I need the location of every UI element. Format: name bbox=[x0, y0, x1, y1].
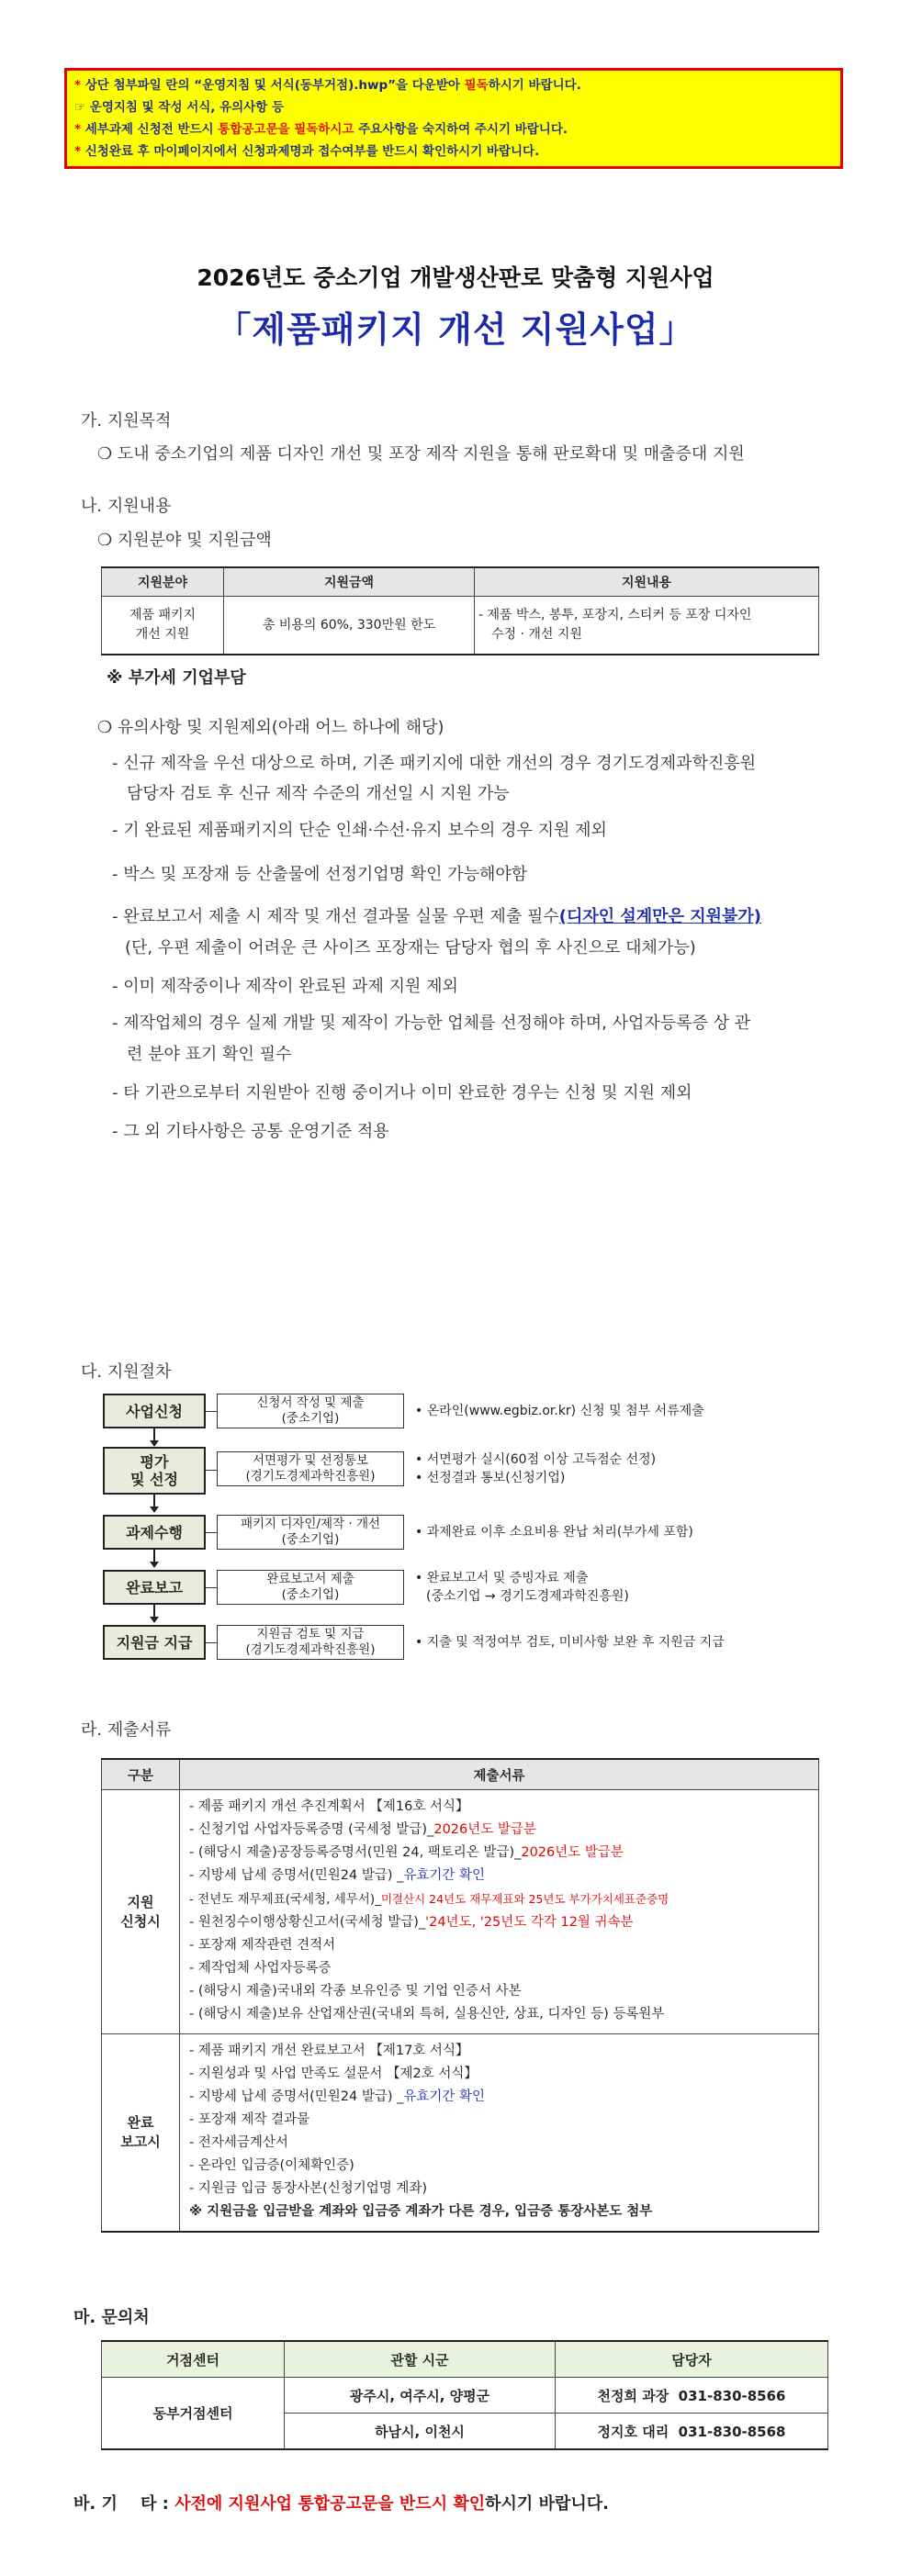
notice-box bbox=[64, 68, 843, 169]
table-header: 제출서류 bbox=[180, 1759, 819, 1790]
step-owner-line: (경기도경제과학진흥원) bbox=[245, 1469, 376, 1484]
list-item bbox=[189, 1911, 811, 1934]
person-cell bbox=[556, 2414, 828, 2450]
step-owner-line: 완료보고서 제출 bbox=[266, 1572, 354, 1586]
etc-text: 하시기 바랍니다. bbox=[485, 2494, 609, 2514]
content-subheading: ❍ 지원분야 및 지원금액 bbox=[97, 531, 272, 550]
list-item: - 제작업체 사업자등록증 bbox=[189, 1961, 332, 1976]
caution-item: - 제작업체의 경우 실제 개발 및 제작이 가능한 업체를 선정해야 하며, 사업자등록증 상 관 bbox=[112, 1014, 751, 1033]
arrow-down-icon bbox=[153, 1605, 155, 1618]
list-item: - 제품 패키지 개선 완료보고서 【제17호 서식】 bbox=[189, 2044, 469, 2058]
step-owner-line: (중소기업) bbox=[281, 1411, 340, 1426]
item-highlight: '24년도, '25년도 각각 12월 귀속분 bbox=[425, 1915, 634, 1930]
area-cell: 광주시, 여주시, 양평군 bbox=[285, 2378, 556, 2414]
notice-text: ☞ 운영지침 및 작성 서식, 유의사항 등 bbox=[74, 100, 285, 115]
item-highlight: 2026년도 발급분 bbox=[521, 1845, 624, 1860]
notice-text: 하시기 바랍니다. bbox=[488, 78, 581, 93]
step-owner-box bbox=[217, 1625, 404, 1660]
list-item bbox=[189, 1887, 811, 1911]
step-owner-line: (경기도경제과학진흥원) bbox=[245, 1642, 376, 1657]
step-owner-line: 지원금 검토 및 지급 bbox=[256, 1627, 365, 1641]
notice-line-4 bbox=[74, 140, 833, 162]
notice-text: 세부과제 신청전 반드시 bbox=[81, 122, 219, 137]
item-highlight: 유효기간 확인 bbox=[403, 2089, 486, 2104]
field-line: 제품 패키지 bbox=[129, 608, 197, 622]
list-item: - 지원금 입금 통장사본(신청기업명 계좌) bbox=[189, 2181, 428, 2196]
caution-item bbox=[112, 903, 761, 927]
table-cell bbox=[475, 597, 819, 655]
table-cell: 총 비용의 60%, 330만원 한도 bbox=[224, 597, 475, 655]
item-highlight: 2026년도 발급분 bbox=[433, 1822, 536, 1837]
caution-text: - 완료보고서 제출 시 제작 및 개선 결과물 실물 우편 제출 필수 bbox=[112, 907, 559, 926]
row-label-line: 지원 bbox=[127, 1893, 154, 1910]
caution-item: - 그 외 기타사항은 공통 운영기준 적용 bbox=[112, 1122, 389, 1141]
step-owner-line: (중소기업) bbox=[281, 1587, 340, 1602]
arrow-down-icon bbox=[153, 1428, 155, 1441]
step-report: 완료보고 bbox=[103, 1570, 206, 1605]
area-cell: 하남시, 이천시 bbox=[285, 2414, 556, 2450]
table-header: 지원분야 bbox=[102, 567, 224, 597]
section-heading-purpose: 가. 지원목적 bbox=[81, 411, 172, 431]
row-label-line: 보고시 bbox=[120, 2134, 161, 2150]
step-desc bbox=[415, 1450, 656, 1487]
arrow-down-icon bbox=[153, 1550, 155, 1562]
list-item bbox=[189, 1842, 811, 1865]
caution-item: - 신규 제작을 우선 대상으로 하며, 기존 패키지에 대한 개선의 경우 경기도경제과학진흥원 bbox=[112, 754, 757, 773]
documents-table bbox=[101, 1758, 819, 2233]
center-cell: 동부거점센터 bbox=[102, 2378, 285, 2450]
step-payment: 지원금 지급 bbox=[103, 1625, 206, 1660]
item-highlight: 유효기간 확인 bbox=[403, 1868, 486, 1883]
caution-heading: ❍ 유의사항 및 지원제외(아래 어느 하나에 해당) bbox=[97, 718, 444, 737]
item-text: - 원천징수이행상황신고서(국세청 발급)_ bbox=[189, 1915, 426, 1930]
phone-number: 031-830-8566 bbox=[678, 2387, 786, 2404]
step-owner-box bbox=[217, 1515, 404, 1550]
list-item: - 포장재 제작 결과물 bbox=[189, 2112, 310, 2127]
page-subtitle: 「제품패키지 개선 지원사업」 bbox=[216, 309, 695, 350]
list-item bbox=[189, 2086, 811, 2109]
list-item bbox=[189, 1865, 811, 1887]
list-item: - (해당시 제출)보유 산업재산권(국내외 특허, 실용신안, 상표, 디자인 등) 등록원부 bbox=[189, 2007, 665, 2022]
item-text: - (해당시 제출)공장등록증명서(민원 24, 팩토리온 발급)_ bbox=[189, 1845, 522, 1860]
notice-star: * bbox=[74, 122, 82, 137]
step-owner-box bbox=[217, 1451, 404, 1486]
step-desc bbox=[415, 1569, 629, 1606]
caution-item: - 이미 제작중이나 제작이 완료된 과제 지원 제외 bbox=[112, 977, 458, 996]
table-row bbox=[102, 2034, 819, 2233]
notice-star: * bbox=[74, 78, 82, 93]
desc-line: 수정 · 개선 지원 bbox=[491, 627, 582, 642]
connector bbox=[206, 1642, 217, 1643]
section-heading-procedure: 다. 지원절차 bbox=[81, 1362, 172, 1382]
step-sajeop: 사업신청 bbox=[103, 1394, 206, 1428]
person-name: 정지호 대리 bbox=[597, 2423, 669, 2440]
connector bbox=[206, 1532, 217, 1533]
notice-highlight: 필독 bbox=[464, 78, 489, 93]
etc-label: 바. 기 타 : bbox=[73, 2494, 175, 2514]
step-owner-box bbox=[217, 1394, 404, 1428]
table-header: 지원내용 bbox=[475, 567, 819, 597]
document-list bbox=[180, 1790, 819, 2034]
document-list bbox=[180, 2034, 819, 2233]
row-label-line: 완료 bbox=[127, 2114, 154, 2131]
step-desc-line: • 선정결과 통보(신청기업) bbox=[415, 1471, 566, 1485]
step-desc-line: • 서면평가 실시(60점 이상 고득점순 선정) bbox=[415, 1452, 657, 1467]
arrow-down-icon bbox=[153, 1495, 155, 1507]
item-text: - 신청기업 사업자등록증명 (국세청 발급)_ bbox=[189, 1822, 434, 1837]
caution-item: - 타 기관으로부터 지원받아 진행 중이거나 이미 완료한 경우는 신청 및 지원 제외 bbox=[112, 1083, 692, 1103]
caution-item: (단, 우편 제출이 어려운 큰 사이즈 포장재는 담당자 협의 후 사진으로 대체가능) bbox=[125, 938, 696, 958]
caution-highlight: (디자인 설계만은 지원불가) bbox=[558, 907, 762, 926]
field-line: 개선 지원 bbox=[135, 627, 190, 642]
section-heading-contact: 마. 문의처 bbox=[73, 2308, 150, 2327]
step-desc-line: • 완료보고서 및 증빙자료 제출 bbox=[415, 1571, 589, 1585]
item-text: - 지방세 납세 증명서(민원24 발급) _ bbox=[189, 2089, 404, 2104]
step-evaluation bbox=[103, 1447, 206, 1495]
table-cell bbox=[102, 597, 224, 655]
table-header: 거점센터 bbox=[102, 2341, 285, 2378]
notice-star: * bbox=[74, 144, 82, 159]
table-header: 담당자 bbox=[556, 2341, 828, 2378]
section-heading-content: 나. 지원내용 bbox=[81, 497, 172, 516]
item-text: - 지방세 납세 증명서(민원24 발급) _ bbox=[189, 1868, 404, 1883]
step-name-line: 평가 bbox=[140, 1453, 169, 1471]
person-name: 천정희 과장 bbox=[597, 2387, 669, 2404]
list-item: - 제품 패키지 개선 추진계획서 【제16호 서식】 bbox=[189, 1799, 469, 1814]
notice-line-2 bbox=[74, 96, 833, 118]
list-item: - 지원성과 및 사업 만족도 설문서 【제2호 서식】 bbox=[189, 2066, 478, 2081]
notice-highlight: 통합공고문을 필독하시고 bbox=[218, 122, 354, 137]
table-row bbox=[102, 597, 819, 655]
vat-note: ※ 부가세 기업부담 bbox=[107, 668, 246, 688]
caution-item: - 박스 및 포장재 등 산출물에 선정기업명 확인 가능해야함 bbox=[112, 865, 528, 884]
desc-line: - 제품 박스, 봉투, 포장지, 스티커 등 포장 디자인 bbox=[478, 608, 752, 622]
support-table bbox=[101, 566, 819, 655]
table-row bbox=[102, 1790, 819, 2034]
connector bbox=[206, 1587, 217, 1588]
step-owner-line: 서면평가 및 선정통보 bbox=[253, 1453, 368, 1468]
caution-item: - 기 완료된 제품패키지의 단순 인쇄·수선·유지 보수의 경우 지원 제외 bbox=[112, 821, 607, 840]
purpose-bullet: ❍ 도내 중소기업의 제품 디자인 개선 및 포장 제작 지원을 통해 판로확대 및 매출증대 지원 bbox=[97, 444, 745, 464]
person-cell bbox=[556, 2378, 828, 2414]
step-desc: • 지출 및 적정여부 검토, 미비사항 보완 후 지원금 지급 bbox=[415, 1635, 725, 1650]
step-owner-line: (중소기업) bbox=[281, 1532, 340, 1547]
section-heading-documents: 라. 제출서류 bbox=[81, 1720, 172, 1740]
table-header: 구분 bbox=[102, 1759, 180, 1790]
step-desc: • 온라인(www.egbiz.or.kr) 신청 및 첨부 서류제출 bbox=[415, 1404, 704, 1418]
step-owner-line: 신청서 작성 및 제출 bbox=[256, 1395, 365, 1410]
list-item: - 포장재 제작관련 견적서 bbox=[189, 1938, 336, 1953]
table-header: 관할 시군 bbox=[285, 2341, 556, 2378]
etc-highlight: 사전에 지원사업 통합공고문을 반드시 확인 bbox=[174, 2494, 486, 2514]
phone-number: 031-830-8568 bbox=[678, 2423, 786, 2440]
notice-line-1 bbox=[74, 74, 833, 96]
list-item: - 온라인 입금증(이체확인증) bbox=[189, 2158, 354, 2173]
caution-item: 련 분야 표기 확인 필수 bbox=[127, 1045, 292, 1064]
step-execution: 과제수행 bbox=[103, 1515, 206, 1550]
contact-table bbox=[101, 2340, 828, 2450]
list-item bbox=[189, 1819, 811, 1842]
connector bbox=[206, 1470, 217, 1471]
row-label-line: 신청시 bbox=[120, 1912, 161, 1930]
step-owner-box bbox=[217, 1570, 404, 1605]
notice-text: 주요사항을 숙지하여 주시기 바랍니다. bbox=[354, 122, 568, 137]
list-item: ※ 지원금을 입금받을 계좌와 입금증 계좌가 다른 경우, 입금증 통장사본도 첨부 bbox=[189, 2204, 653, 2219]
notice-text: 신청완료 후 마이페이지에서 신청과제명과 접수여부를 반드시 확인하시기 바랍니다. bbox=[81, 144, 540, 159]
notice-line-3 bbox=[74, 118, 833, 140]
page-title: 2026년도 중소기업 개발생산판로 맞춤형 지원사업 bbox=[197, 264, 714, 291]
connector bbox=[206, 1411, 217, 1412]
row-label bbox=[102, 1790, 180, 2034]
table-row bbox=[102, 2378, 828, 2414]
list-item: - (해당시 제출)국내외 각종 보유인증 및 기업 인증서 사본 bbox=[189, 1984, 522, 1999]
etc-note bbox=[73, 2491, 609, 2514]
caution-item: 담당자 검토 후 신규 제작 수준의 개선일 시 지원 가능 bbox=[127, 784, 510, 803]
notice-text: 상단 첨부파일 란의 “운영지침 및 서식(동부거점).hwp”을 다운받아 bbox=[81, 78, 465, 93]
item-text: - 전년도 재무제표(국세청, 세무서)_ bbox=[189, 1892, 381, 1907]
step-desc-line: (중소기업 → 경기도경제과학진흥원) bbox=[426, 1589, 629, 1604]
step-owner-line: 패키지 디자인/제작 · 개선 bbox=[240, 1517, 381, 1531]
step-name-line: 및 선정 bbox=[130, 1471, 178, 1488]
step-desc: • 과제완료 이후 소요비용 완납 처리(부가세 포함) bbox=[415, 1525, 693, 1540]
row-label bbox=[102, 2034, 180, 2233]
table-header: 지원금액 bbox=[224, 567, 475, 597]
item-highlight: 미결산시 24년도 재무제표와 25년도 부가가치세표준증명 bbox=[380, 1892, 669, 1906]
list-item: - 전자세금계산서 bbox=[189, 2135, 288, 2150]
